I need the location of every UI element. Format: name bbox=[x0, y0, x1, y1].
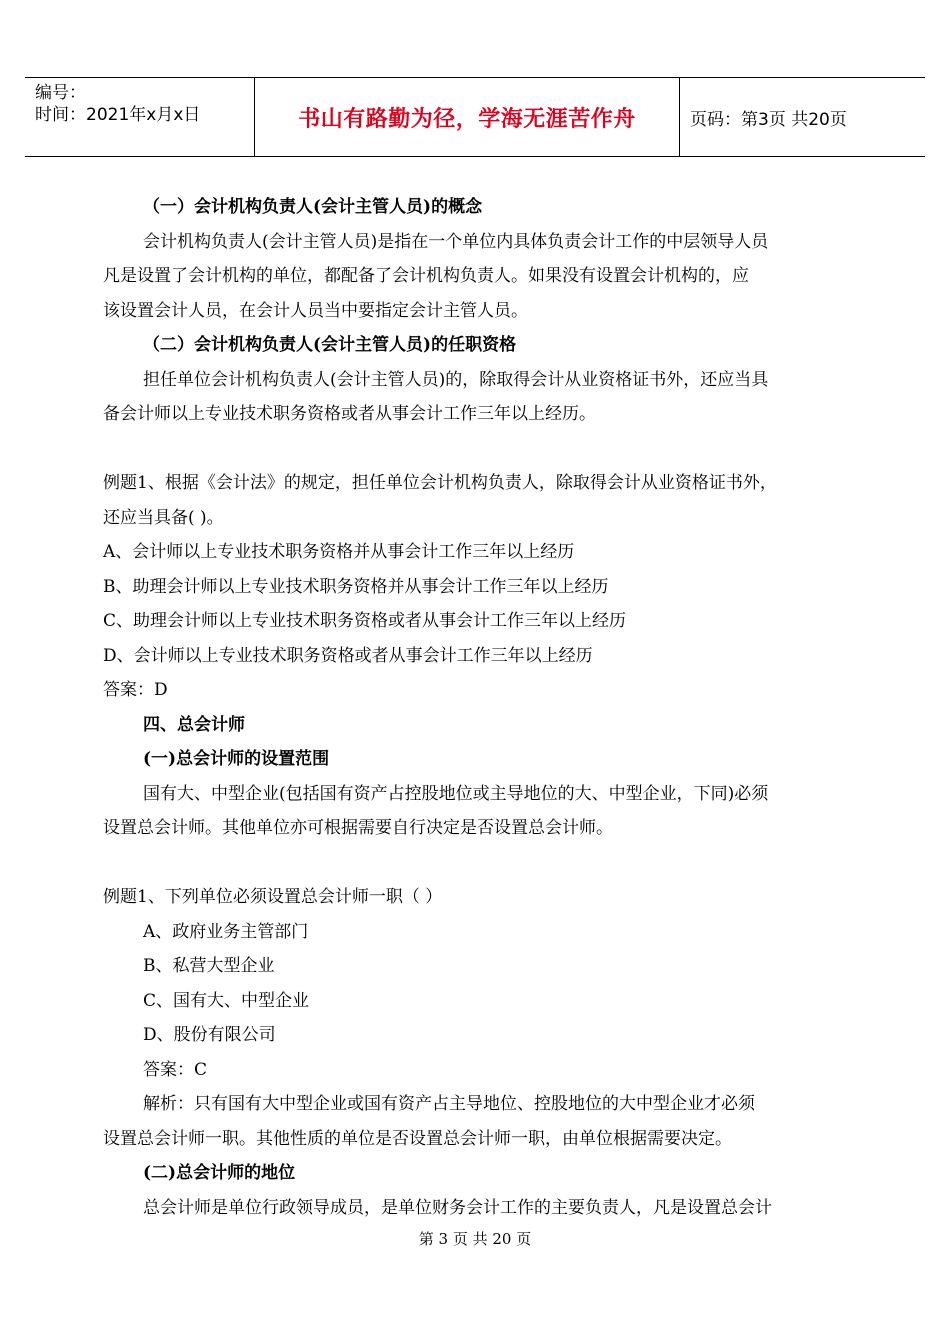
blank-line bbox=[103, 432, 863, 467]
example-question: 例题1、下列单位必须设置总会计师一职（ ） bbox=[103, 887, 443, 907]
paragraph-line: 该设置会计人员，在会计人员当中要指定会计主管人员。 bbox=[103, 300, 528, 321]
example-question: 还应当具备( )。 bbox=[103, 507, 224, 528]
option-a: A、政府业务主管部门 bbox=[143, 921, 309, 942]
paragraph-line: 国有大、中型企业(包括国有资产占控股地位或主导地位的大、中型企业，下同)必须 bbox=[143, 783, 769, 804]
paragraph-line: 凡是设置了会计机构的单位，都配备了会计机构负责人。如果没有设置会计机构的，应 bbox=[103, 266, 749, 286]
page-header bbox=[25, 77, 925, 157]
paragraph-line: 备会计师以上专业技术职务资格或者从事会计工作三年以上经历。 bbox=[103, 404, 596, 424]
example-question: 例题1、根据《会计法》的规定，担任单位会计机构负责人，除取得会计从业资格证书外， bbox=[103, 473, 777, 493]
option-c: C、助理会计师以上专业技术职务资格或者从事会计工作三年以上经历 bbox=[103, 611, 627, 631]
paragraph-line: 设置总会计师。其他单位亦可根据需要自行决定是否设置总会计师。 bbox=[103, 818, 613, 838]
section-heading: （二）会计机构负责人(会计主管人员)的任职资格 bbox=[143, 335, 517, 355]
header-motto: 书山有路勤为径，学海无涯苦作舟 bbox=[255, 78, 680, 156]
paragraph-line: 担任单位会计机构负责人(会计主管人员)的，除取得会计从业资格证书外，还应当具 bbox=[143, 369, 769, 390]
document-number-label: 编号： bbox=[35, 83, 86, 103]
analysis-line: 解析：只有国有大中型企业或国有资产占主导地位、控股地位的大中型企业才必须 bbox=[143, 1094, 755, 1114]
option-c: C、国有大、中型企业 bbox=[143, 990, 310, 1011]
section-heading: (一)总会计师的设置范围 bbox=[143, 749, 330, 769]
page-footer: 第 3 页 共 20 页 bbox=[418, 1230, 532, 1248]
option-d: D、股份有限公司 bbox=[143, 1025, 276, 1045]
document-time: 时间：2021年x月x日 bbox=[35, 105, 201, 125]
section-heading: （一）会计机构负责人(会计主管人员)的概念 bbox=[143, 197, 483, 217]
analysis-line: 设置总会计师一职。其他性质的单位是否设置总会计师一职，由单位根据需要决定。 bbox=[103, 1128, 732, 1149]
answer: 答案：C bbox=[143, 1059, 208, 1080]
section-heading: 四、总会计师 bbox=[143, 714, 245, 735]
option-d: D、会计师以上专业技术职务资格或者从事会计工作三年以上经历 bbox=[103, 645, 593, 666]
section-heading: (二)总会计师的地位 bbox=[143, 1163, 296, 1183]
option-b: B、私营大型企业 bbox=[143, 956, 275, 976]
answer: 答案：D bbox=[103, 680, 168, 700]
document-body bbox=[103, 190, 863, 1225]
option-b: B、助理会计师以上专业技术职务资格并从事会计工作三年以上经历 bbox=[103, 576, 609, 597]
option-a: A、会计师以上专业技术职务资格并从事会计工作三年以上经历 bbox=[103, 542, 575, 562]
paragraph-line: 总会计师是单位行政领导成员，是单位财务会计工作的主要负责人，凡是设置总会计 bbox=[143, 1197, 772, 1218]
paragraph-line: 会计机构负责人(会计主管人员)是指在一个单位内具体负责会计工作的中层领导人员 bbox=[143, 231, 769, 252]
blank-line bbox=[103, 846, 863, 881]
header-page-info: 页码：第3页 共20页 bbox=[690, 109, 847, 130]
header-meta bbox=[25, 78, 255, 156]
